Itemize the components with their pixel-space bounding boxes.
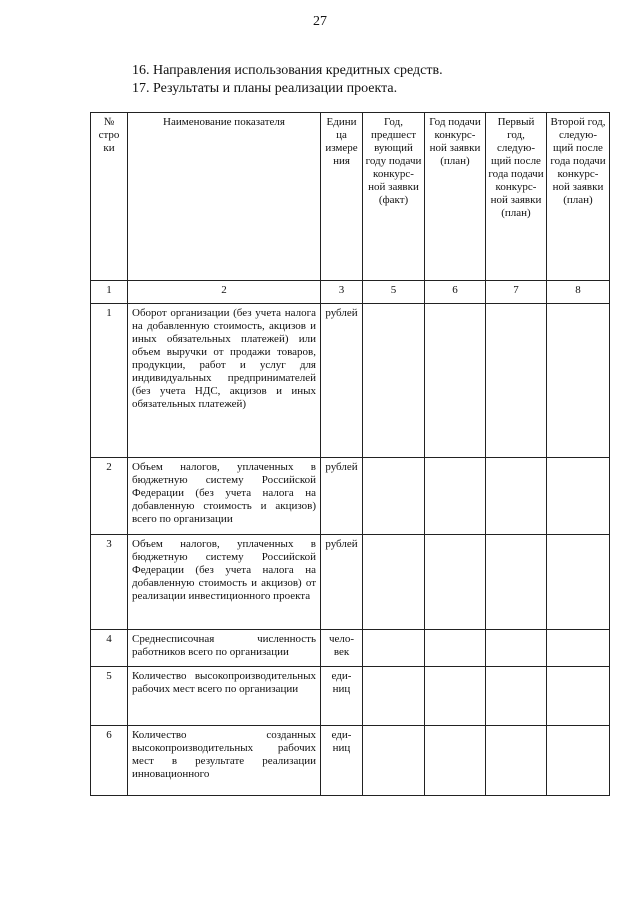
heading-line-16: 16. Направления использования кредитных средств. (132, 63, 443, 78)
value-cell (425, 304, 486, 458)
indicator-name: Объем налогов, уплаченных в бюджетную систему Российской Федерации (без учета налога на добавленную стоимость и акцизов) всего по организации (128, 458, 321, 535)
unit-cell: рублей (321, 458, 363, 535)
unit-cell: рублей (321, 535, 363, 630)
row-number: 5 (91, 667, 128, 726)
row-number: 4 (91, 630, 128, 667)
heading-line-17: 17. Результаты и планы реализации проекта. (132, 81, 398, 96)
row-number: 2 (91, 458, 128, 535)
indicator-name: Среднесписочная численность работников всего по организации (128, 630, 321, 667)
indicator-name: Оборот организации (без учета налога на добавленную стоимость, акцизов и иных обязательных платежей) или объем выручки от продажи товаров, продукции, работ и услуг для индивидуальных предпринимателей (без учета НДС, акцизов и иных обязательных платежей) (128, 304, 321, 458)
value-cell (486, 726, 547, 796)
table-row (91, 667, 610, 726)
value-cell (486, 535, 547, 630)
header-row-number: № стро ки (91, 113, 128, 281)
indicator-name: Количество высокопроизводительных рабочих мест всего по организации (128, 667, 321, 726)
header-indicator-name: Наименование показателя (128, 113, 321, 281)
unit-cell: чело-век (321, 630, 363, 667)
value-cell (363, 304, 425, 458)
page-number: 27 (313, 14, 327, 29)
value-cell (425, 726, 486, 796)
row-number: 6 (91, 726, 128, 796)
value-cell (547, 667, 610, 726)
column-number: 8 (547, 281, 610, 304)
unit-cell: еди-ниц (321, 667, 363, 726)
indicator-name: Количество созданных высокопроизводительных рабочих мест в результате реализации инновационного (128, 726, 321, 796)
column-number: 3 (321, 281, 363, 304)
value-cell (363, 458, 425, 535)
section-headings (132, 62, 443, 98)
table-row (91, 304, 610, 458)
header-unit: Едини ца измере ния (321, 113, 363, 281)
table-row (91, 535, 610, 630)
value-cell (547, 630, 610, 667)
row-number: 1 (91, 304, 128, 458)
column-number-row (91, 281, 610, 304)
value-cell (425, 535, 486, 630)
header-first-year-plan: Первый год, следую-щий после года подачи конкурс-ной заявки (план) (486, 113, 547, 281)
table-row (91, 458, 610, 535)
value-cell (547, 726, 610, 796)
unit-cell: еди-ниц (321, 726, 363, 796)
value-cell (486, 304, 547, 458)
value-cell (363, 630, 425, 667)
value-cell (363, 726, 425, 796)
value-cell (547, 458, 610, 535)
table-header-row (91, 113, 610, 281)
value-cell (425, 667, 486, 726)
value-cell (486, 458, 547, 535)
value-cell (486, 667, 547, 726)
value-cell (486, 630, 547, 667)
value-cell (363, 667, 425, 726)
column-number: 2 (128, 281, 321, 304)
value-cell (547, 304, 610, 458)
header-application-year-plan: Год подачи конкурс-ной заявки (план) (425, 113, 486, 281)
value-cell (425, 458, 486, 535)
table-row (91, 630, 610, 667)
column-number: 1 (91, 281, 128, 304)
value-cell (425, 630, 486, 667)
indicator-name: Объем налогов, уплаченных в бюджетную систему Российской Федерации (без учета налога на добавленную стоимость и акцизов) от реализации инвестиционного проекта (128, 535, 321, 630)
column-number: 5 (363, 281, 425, 304)
table-row (91, 726, 610, 796)
column-number: 7 (486, 281, 547, 304)
header-second-year-plan: Второй год, следую-щий после года подачи конкурс-ной заявки (план) (547, 113, 610, 281)
row-number: 3 (91, 535, 128, 630)
column-number: 6 (425, 281, 486, 304)
value-cell (547, 535, 610, 630)
value-cell (363, 535, 425, 630)
unit-cell: рублей (321, 304, 363, 458)
header-prev-year-fact: Год, предшест вующий году подачи конкурс-ной заявки (факт) (363, 113, 425, 281)
results-table (90, 112, 610, 796)
